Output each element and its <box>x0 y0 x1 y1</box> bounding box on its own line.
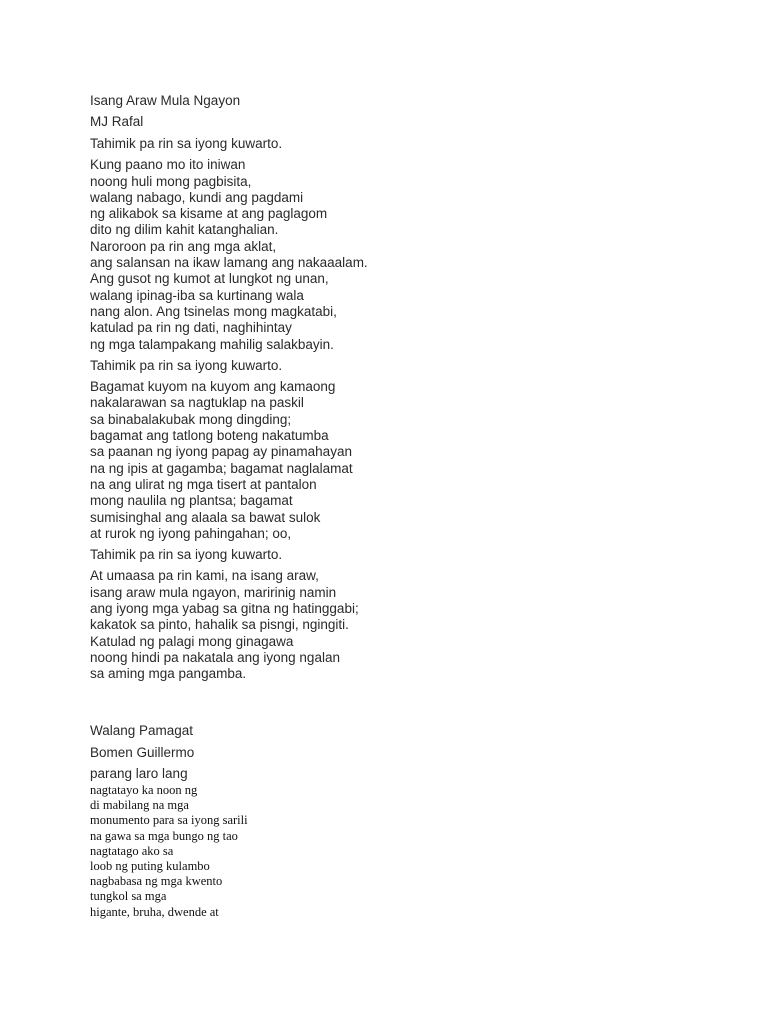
poem-line: nagbabasa ng mga kwento <box>90 874 223 889</box>
poem-line: Tahimik pa rin sa iyong kuwarto. <box>90 357 283 373</box>
stanza <box>90 568 368 682</box>
poem-line: na ang ulirat ng mga tisert at pantalon <box>90 476 317 492</box>
poem-line: mong naulila ng plantsa; bagamat <box>90 493 293 509</box>
poem-line: isang araw mula ngayon, maririnig namin <box>90 584 337 600</box>
poem-line: at rurok ng iyong pahingahan; oo, <box>90 525 292 541</box>
poem-body <box>90 783 248 920</box>
poem-line: walang ipinag-iba sa kurtinang wala <box>90 287 304 303</box>
poem-line: Tahimik pa rin sa iyong kuwarto. <box>90 136 283 151</box>
poem-line: sumisinghal ang alaala sa bawat sulok <box>90 509 321 525</box>
poem-line: dito ng dilim kahit katanghalian. <box>90 222 279 238</box>
refrain <box>90 547 368 563</box>
poem-line: Katulad ng palagi mong ginagawa <box>90 633 294 649</box>
poem-line: na ng ipis at gagamba; bagamat naglalamat <box>90 460 353 476</box>
poem-line: nang alon. Ang tsinelas mong magkatabi, <box>90 303 337 319</box>
poem-line: noong hindi pa nakatala ang iyong ngalan <box>90 649 340 665</box>
refrain <box>90 136 368 152</box>
poem-line: Ang gusot ng kumot at lungkot ng unan, <box>90 271 329 287</box>
poem-line: kakatok sa pinto, hahalik sa pisngi, ngingiti. <box>90 617 349 633</box>
poem-line: Tahimik pa rin sa iyong kuwarto. <box>90 547 283 563</box>
poem-line: ang iyong mga yabag sa gitna ng hatinggabi; <box>90 601 359 617</box>
poem-line: Bagamat kuyom na kuyom ang kamaong <box>90 379 336 395</box>
poem-line: na gawa sa mga bungo ng tao <box>90 828 238 843</box>
poem-line: tungkol sa mga <box>90 889 167 904</box>
poem-line: noong huli mong pagbisita, <box>90 173 252 189</box>
refrain <box>90 358 368 374</box>
poem-line: ng alikabok sa kisame at ang paglagom <box>90 206 328 222</box>
poem-line: ang salansan na ikaw lamang ang nakaaalam. <box>90 255 368 271</box>
poem-line: di mabilang na mga <box>90 798 189 813</box>
poem-line: ng mga talampakang mahilig salakbayin. <box>90 336 334 352</box>
poem-line: nagtatago ako sa <box>90 843 174 858</box>
poem-line: At umaasa pa rin kami, na isang araw, <box>90 568 319 584</box>
poem-line: walang nabago, kundi ang pagdami <box>90 189 304 205</box>
poem-line: bagamat ang tatlong boteng nakatumba <box>90 428 329 444</box>
poem-body <box>90 136 368 688</box>
poem-author: Bomen Guillermo <box>90 745 195 760</box>
poem-line: sa paanan ng iyong papag ay pinamahayan <box>90 444 352 460</box>
poem-line: Kung paano mo ito iniwan <box>90 157 246 173</box>
poem-line: sa binabalakubak mong dingding; <box>90 411 292 427</box>
poem-line: parang laro lang <box>90 766 188 781</box>
poem-title: Isang Araw Mula Ngayon <box>90 93 241 108</box>
stanza <box>90 379 368 542</box>
poem-line: nakalarawan sa nagtuklap na paskil <box>90 395 304 411</box>
poem-line: monumento para sa iyong sarili <box>90 813 248 828</box>
poem-line: nagtatayo ka noon ng <box>90 783 198 797</box>
poem-line: sa aming mga pangamba. <box>90 666 247 682</box>
poem-title: Walang Pamagat <box>90 723 194 738</box>
poem-author: MJ Rafal <box>90 114 144 129</box>
poem-line: higante, bruha, dwende at <box>90 904 219 919</box>
stanza <box>90 157 368 353</box>
poem-line: katulad pa rin ng dati, naghihintay <box>90 320 292 336</box>
poem-line: Naroroon pa rin ang mga aklat, <box>90 238 277 254</box>
poem-line: loob ng puting kulambo <box>90 859 210 874</box>
